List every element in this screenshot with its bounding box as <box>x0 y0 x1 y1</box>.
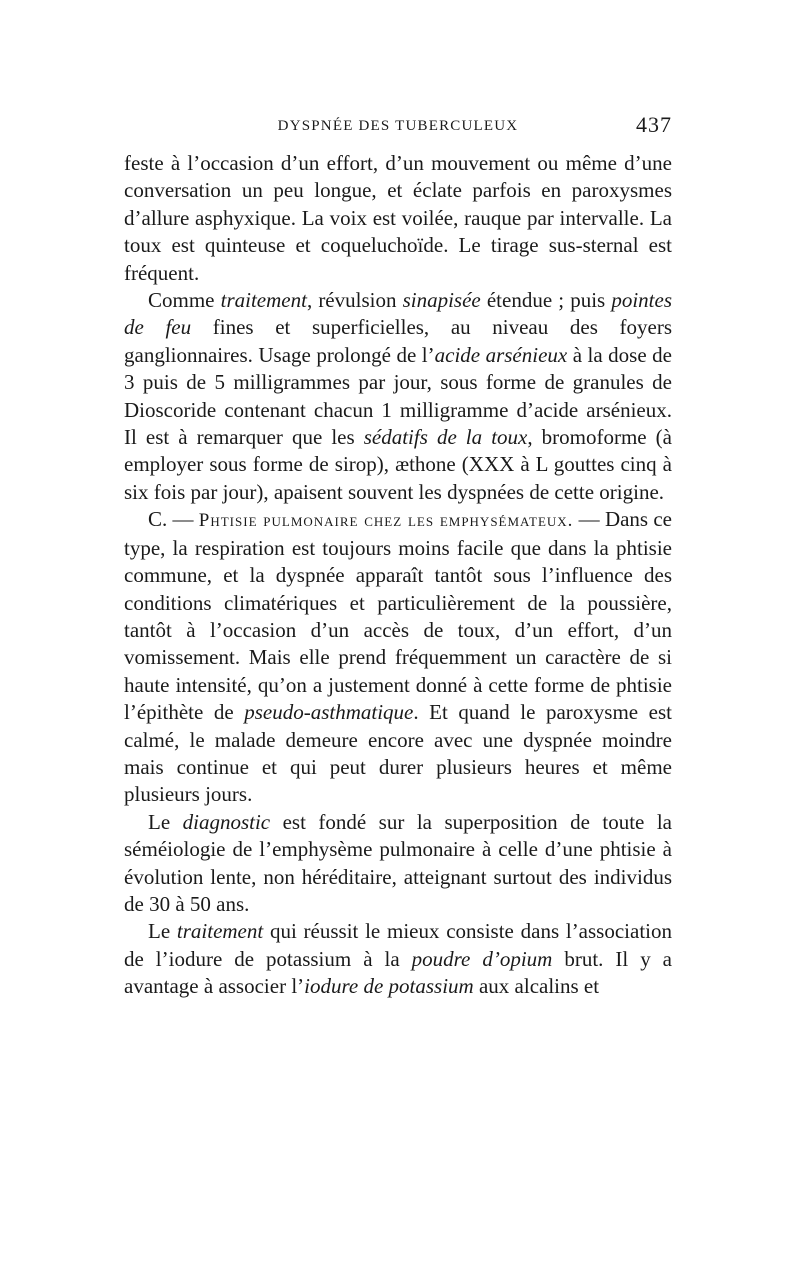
italic-run: traitement <box>220 288 307 313</box>
italic-run: iodure de potassium <box>304 974 474 999</box>
text-run: feste à l’occasion d’un effort, d’un mouvement ou même d’une conversation un peu longue, et éclate parfois en paroxysmes d’allure asphyxique. La voix est voilée, rauque par intervalle. La toux est quinteuse et coqueluchoïde. Le tirage sus-sternal est fréquent. <box>124 151 672 285</box>
paragraph-continuation <box>124 150 672 287</box>
paragraph-section-c <box>124 506 672 808</box>
text-run: Comme <box>148 288 221 313</box>
italic-run: sédatifs de la toux <box>363 425 528 450</box>
italic-run: sinapisée <box>402 288 481 313</box>
text-run: brut. Il y a avantage à associer l’ <box>124 946 672 999</box>
running-title: DYSPNÉE DES TUBERCULEUX <box>277 118 519 134</box>
text-run: . Et quand le paroxysme est calmé, le malade demeure encore avec une dyspnée moindre mais continue et qui peut durer plusieurs heures et même plusieurs jours. <box>124 700 672 807</box>
text-run: qui réussit le mieux consiste dans l’association de l’iodure de potassium à la <box>124 919 672 971</box>
text-run: à la dose de 3 puis de 5 milligrammes par jour, sous forme de granules de Dioscoride contenant chacun 1 milligramme d’acide arsénieux. Il est à remarquer que les <box>124 342 672 450</box>
text-run: — Dans ce type, la respiration est toujours moins facile que dans la phtisie commune, et la dyspnée apparaît tantôt sous l’influence des conditions climatériques et particulièrement de la poussière, tantôt à l’occasion d’un accès de toux, d’un effort, d’un vomissement. Mais elle prend fréquemment un caractère de si haute intensité, qu’on a justement donné à cette forme de phtisie l’épithète de <box>124 507 672 725</box>
text-run: , bromoforme (à employer sous forme de sirop), æthone (XXX à L gouttes cinq à six fois par jour), apaisent souvent les dyspnées de cette origine. <box>124 425 672 504</box>
italic-run: traitement <box>176 919 264 944</box>
italic-run: acide arsénieux <box>434 342 568 367</box>
section-label: C. — <box>148 507 199 532</box>
text-run: Le <box>148 919 177 944</box>
text-run: aux alcalins et <box>473 974 600 999</box>
paragraph-treatment <box>124 287 672 506</box>
italic-run: poudre d’opium <box>411 946 553 971</box>
italic-run: pointes de feu <box>124 288 673 340</box>
page-header <box>124 112 672 142</box>
paragraph-treatment-2 <box>124 918 672 1000</box>
section-heading: Phtisie pulmonaire chez les emphysémateux. <box>198 510 574 532</box>
text-run: est fondé sur la superposition de toute la séméiologie de l’emphysème pulmonaire à celle d’une phtisie à évolution lente, non héréditaire, atteignant surtout des individus de 30 à 50 ans. <box>124 809 672 916</box>
italic-run: pseudo-asthmatique <box>244 700 414 725</box>
body-text <box>124 150 672 1001</box>
text-run: étendue ; puis <box>480 288 612 313</box>
paragraph-diagnosis <box>124 809 672 919</box>
text-run: , révulsion <box>306 288 403 313</box>
italic-run: diagnostic <box>182 809 271 834</box>
page-number: 437 <box>636 112 672 137</box>
text-run: Le <box>148 809 183 834</box>
text-run: fines et superficielles, au niveau des foyers ganglionnaires. Usage prolongé de l’ <box>124 315 672 367</box>
